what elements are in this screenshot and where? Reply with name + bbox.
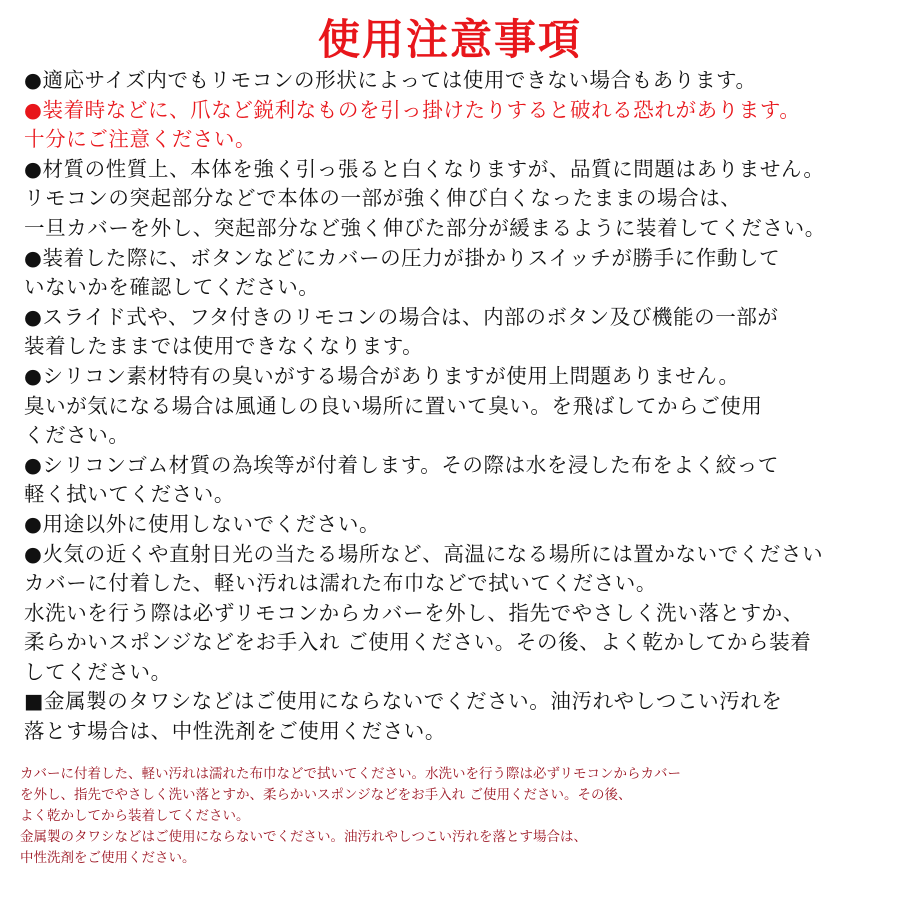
note-line: 金属製のタワシなどはご使用にならないでください。油汚れやしつこい汚れを落とす場合は、 bbox=[20, 829, 587, 845]
caution-line: ■金属製のタワシなどはご使用にならないでください。油汚れやしつこい汚れを bbox=[24, 689, 783, 714]
caution-line: ●シリコンゴム材質の為埃等が付着します。その際は水を浸した布をよく絞って bbox=[24, 452, 779, 477]
note-line: よく乾かしてから装着してください。 bbox=[20, 808, 250, 824]
caution-line: ●火気の近くや直射日光の当たる場所など、高温になる場所には置かないでください bbox=[24, 541, 824, 566]
caution-line: 水洗いを行う際は必ずリモコンからカバーを外し、指先でやさしく洗い落とすか、 bbox=[24, 600, 804, 625]
caution-line: ●装着した際に、ボタンなどにカバーの圧力が掛かりスイッチが勝手に作動して bbox=[24, 245, 781, 270]
caution-line: ください。 bbox=[24, 423, 130, 448]
warning-line: ●装着時などに、爪など鋭利なものを引っ掛けたりすると破れる恐れがあります。 bbox=[24, 97, 801, 122]
care-note bbox=[20, 764, 890, 869]
caution-line: 臭いが気になる場合は風通しの良い場所に置いて臭い。を飛ばしてからご使用 bbox=[24, 393, 763, 418]
note-line: カバーに付着した、軽い汚れは濡れた布巾などで拭いてください。水洗いを行う際は必ずリモコンからカバー bbox=[20, 766, 681, 782]
caution-line: 装着したままでは使用できなくなります。 bbox=[24, 334, 424, 359]
note-line: を外し、指先でやさしく洗い落とすか、柔らかいスポンジなどをお手入れ ご使用ください。その後、 bbox=[20, 787, 632, 803]
caution-line: 落とす場合は、中性洗剤をご使用ください。 bbox=[24, 719, 446, 744]
caution-line: 軽く拭いてください。 bbox=[24, 482, 235, 507]
caution-line: してください。 bbox=[24, 659, 172, 684]
caution-line: カバーに付着した、軽い汚れは濡れた布巾などで拭いてください。 bbox=[24, 571, 657, 596]
caution-line: 一旦カバーを外し、突起部分など強く伸びた部分が緩まるように装着してください。 bbox=[24, 215, 826, 240]
caution-line: ●スライド式や、フタ付きのリモコンの場合は、内部のボタン及び機能の一部が bbox=[24, 304, 779, 329]
caution-line: ●適応サイズ内でもリモコンの形状によっては使用できない場合もあります。 bbox=[24, 68, 757, 92]
caution-line: 柔らかいスポンジなどをお手入れ ご使用ください。その後、よく乾かしてから装着 bbox=[24, 630, 812, 655]
caution-line: リモコンの突起部分などで本体の一部が強く伸び白くなったままの場合は、 bbox=[24, 186, 742, 211]
caution-line: ●材質の性質上、本体を強く引っ張ると白くなりますが、品質に問題はありません。 bbox=[24, 156, 825, 181]
page-title: 使用注意事項 bbox=[317, 15, 582, 64]
caution-line: いないかを確認してください。 bbox=[24, 275, 320, 300]
warning-line: 十分にご注意ください。 bbox=[24, 127, 257, 152]
caution-line: ●シリコン素材特有の臭いがする場合がありますが使用上問題ありません。 bbox=[24, 363, 740, 388]
caution-line: ●用途以外に使用しないでください。 bbox=[24, 511, 381, 536]
note-line: 中性洗剤をご使用ください。 bbox=[20, 850, 196, 866]
caution-list bbox=[24, 66, 894, 747]
